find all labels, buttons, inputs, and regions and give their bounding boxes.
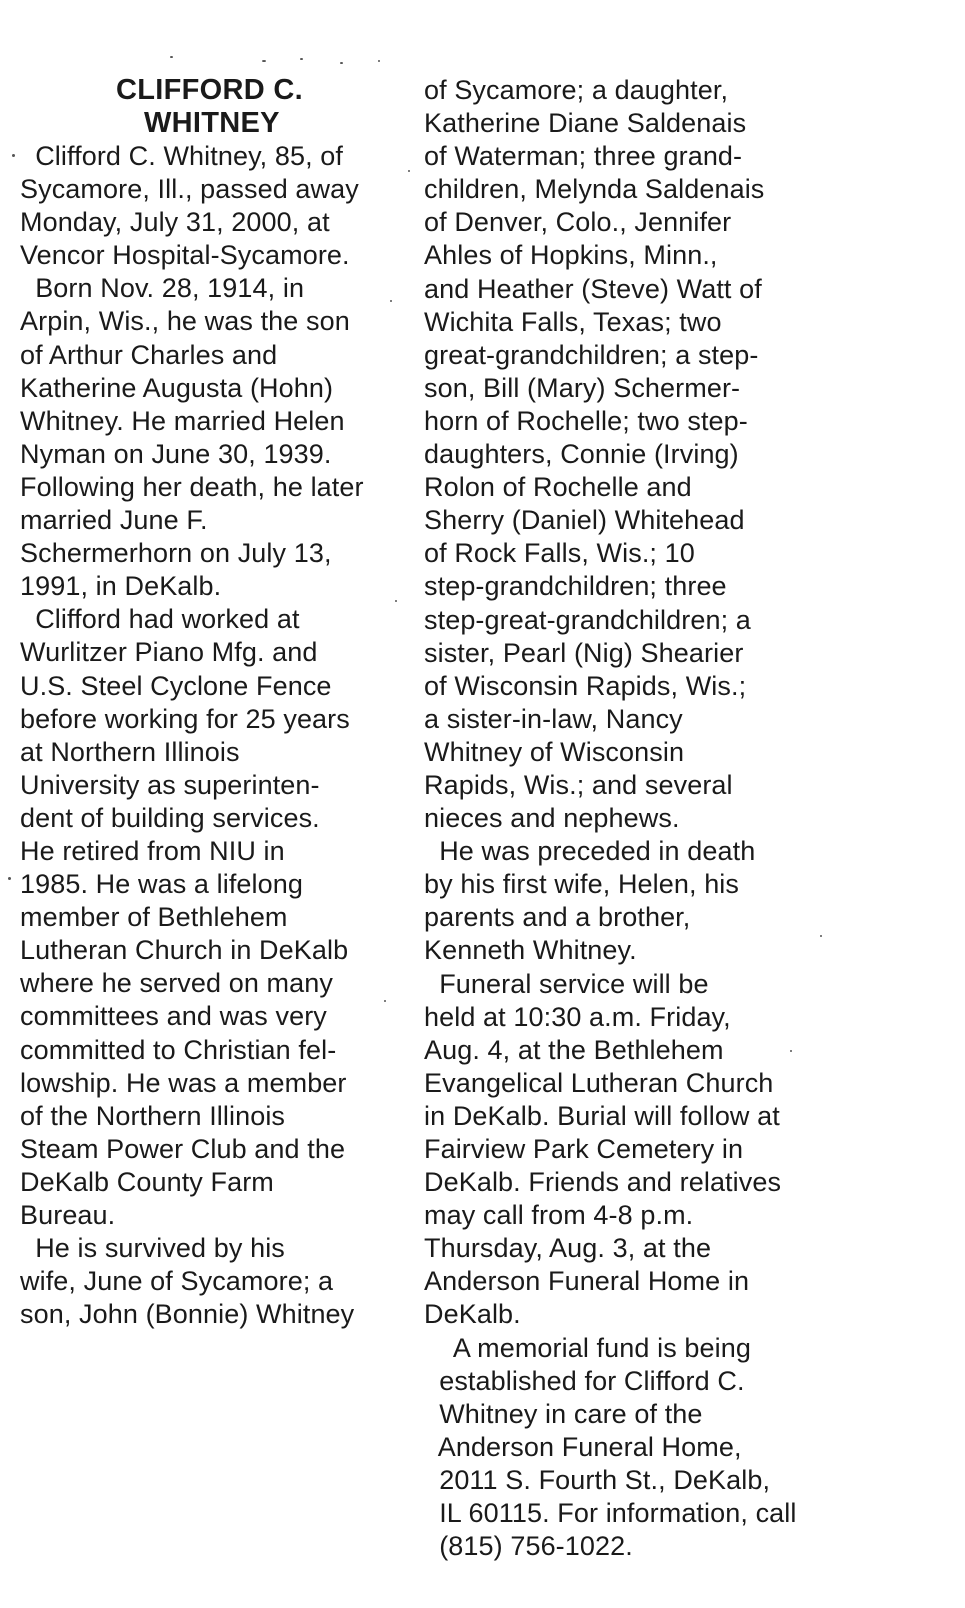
left-column-text-line: Nyman on June 30, 1939.	[20, 438, 332, 469]
left-column-text-line: Born Nov. 28, 1914, in	[20, 273, 305, 304]
right-column-text-line: Sherry (Daniel) Whitehead	[424, 505, 745, 536]
right-column-text-line: Fairview Park Cemetery in	[424, 1134, 744, 1164]
left-column-body	[20, 140, 400, 1331]
right-column-text-line: Kenneth Whitney.	[424, 935, 637, 966]
right-column-text-line: parents and a brother,	[424, 902, 691, 933]
left-column-text-line: of the Northern Illinois	[20, 1100, 286, 1131]
right-column-body	[424, 74, 824, 1563]
right-column-text-line: held at 10:30 a.m. Friday,	[424, 1001, 731, 1032]
obituary-title-line-2: WHITNEY	[144, 107, 280, 139]
right-column-text-line: DeKalb. Friends and relatives	[424, 1167, 782, 1198]
right-column-text-line: by his first wife, Helen, his	[424, 869, 740, 900]
right-column-text-line: of Rock Falls, Wis.; 10	[424, 538, 695, 569]
left-column-text-line: where he served on many	[20, 968, 333, 999]
right-column-text-line: of Wisconsin Rapids, Wis.;	[424, 670, 747, 701]
right-column-text-line: Rapids, Wis.; and several	[424, 769, 733, 800]
right-column-text-line: horn of Rochelle; two step-	[424, 405, 748, 436]
left-column-text-line: at Northern Illinois	[20, 736, 240, 767]
left-column-text-line: son, John (Bonnie) Whitney	[20, 1299, 355, 1330]
right-column-text-line: Anderson Funeral Home in	[424, 1266, 750, 1297]
right-column-text-line: daughters, Connie (Irving)	[424, 439, 739, 470]
left-column-text-line: Clifford had worked at	[20, 604, 300, 635]
left-column-text-line: Whitney. He married Helen	[20, 405, 345, 436]
left-column-text-line: committees and was very	[20, 1001, 327, 1032]
left-column-text-line: Clifford C. Whitney, 85, of	[20, 141, 344, 171]
right-column-text-line: A memorial fund is being	[424, 1332, 751, 1363]
right-column-text-line: Thursday, Aug. 3, at the	[424, 1233, 712, 1264]
right-column-text-line: (815) 756-1022.	[424, 1531, 633, 1562]
left-column-text-line: Schermerhorn on July 13,	[20, 538, 332, 569]
right-column-text-line: Ahles of Hopkins, Minn.,	[424, 240, 718, 271]
left-column-text-line: Wurlitzer Piano Mfg. and	[20, 637, 318, 668]
left-column-text-line: lowship. He was a member	[20, 1067, 347, 1098]
right-column-text-line: of Sycamore; a daughter,	[424, 75, 729, 105]
right-column-text-line: great-grandchildren; a step-	[424, 339, 759, 370]
right-column-text-line: of Denver, Colo., Jennifer	[424, 207, 732, 238]
right-column-text-line: of Waterman; three grand-	[424, 141, 743, 172]
left-column-text-line: married June F.	[20, 505, 208, 536]
left-column	[20, 74, 400, 1331]
right-column-text-line: son, Bill (Mary) Schermer-	[424, 372, 741, 403]
right-column-text-line: Anderson Funeral Home,	[424, 1431, 742, 1462]
left-column-text-line: Monday, July 31, 2000, at	[20, 207, 330, 238]
right-column-text-line: sister, Pearl (Nig) Shearier	[424, 637, 744, 668]
left-column-text-line: U.S. Steel Cyclone Fence	[20, 670, 332, 701]
right-column-text-line: Evangelical Lutheran Church	[424, 1067, 774, 1098]
left-column-text-line: dent of building services.	[20, 802, 320, 833]
left-column-text-line: Following her death, he later	[20, 471, 364, 502]
right-column-text-line: Whitney in care of the	[424, 1398, 703, 1429]
right-column-text-line: IL 60115. For information, call	[424, 1498, 797, 1529]
right-column-text-line: Wichita Falls, Texas; two	[424, 306, 722, 337]
right-column-text-line: Aug. 4, at the Bethlehem	[424, 1034, 724, 1065]
left-column-text-line: 1985. He was a lifelong	[20, 869, 303, 900]
left-column-text-line: before working for 25 years	[20, 703, 350, 734]
right-column-text-line: children, Melynda Saldenais	[424, 174, 765, 205]
left-column-text-line: DeKalb County Farm	[20, 1166, 274, 1197]
right-column-text-line: Katherine Diane Saldenais	[424, 108, 747, 139]
left-column-text-line: Katherine Augusta (Hohn)	[20, 372, 334, 403]
right-column-text-line: Funeral service will be	[424, 968, 709, 999]
left-column-text-line: wife, June of Sycamore; a	[20, 1266, 334, 1297]
left-column-text-line: 1991, in DeKalb.	[20, 571, 222, 602]
left-column-text-line: member of Bethlehem	[20, 902, 288, 933]
obituary-title-line-1: CLIFFORD C.	[116, 74, 303, 106]
left-column-text-line: Lutheran Church in DeKalb	[20, 935, 349, 966]
right-column-text-line: nieces and nephews.	[424, 803, 680, 834]
left-column-text-line: of Arthur Charles and	[20, 339, 278, 370]
left-column-text-line: Sycamore, Ill., passed away	[20, 174, 359, 205]
right-column-text-line: and Heather (Steve) Watt of	[424, 273, 762, 304]
left-column-text-line: committed to Christian fel-	[20, 1034, 337, 1065]
right-column-text-line: step-great-grandchildren; a	[424, 604, 751, 635]
left-column-text-line: He is survived by his	[20, 1233, 285, 1264]
right-column-text-line: a sister-in-law, Nancy	[424, 703, 683, 734]
right-column-text-line: in DeKalb. Burial will follow at	[424, 1100, 780, 1131]
right-column-text-line: may call from 4-8 p.m.	[424, 1200, 694, 1231]
left-column-text-line: Bureau.	[20, 1200, 116, 1230]
right-column-text-line: established for Clifford C.	[424, 1365, 745, 1396]
right-column	[424, 74, 824, 1563]
left-column-text-line: Vencor Hospital-Sycamore.	[20, 240, 350, 271]
right-column-text-line: He was preceded in death	[424, 836, 756, 867]
right-column-text-line: 2011 S. Fourth St., DeKalb,	[424, 1464, 771, 1495]
left-column-text-line: He retired from NIU in	[20, 835, 285, 866]
right-column-text-line: Whitney of Wisconsin	[424, 736, 685, 767]
left-column-text-line: Arpin, Wis., he was the son	[20, 306, 350, 337]
left-column-text-line: University as superinten-	[20, 769, 320, 800]
left-column-text-line: Steam Power Club and the	[20, 1133, 346, 1164]
right-column-text-line: step-grandchildren; three	[424, 571, 727, 602]
right-column-text-line: DeKalb.	[424, 1299, 521, 1330]
right-column-text-line: Rolon of Rochelle and	[424, 472, 692, 503]
